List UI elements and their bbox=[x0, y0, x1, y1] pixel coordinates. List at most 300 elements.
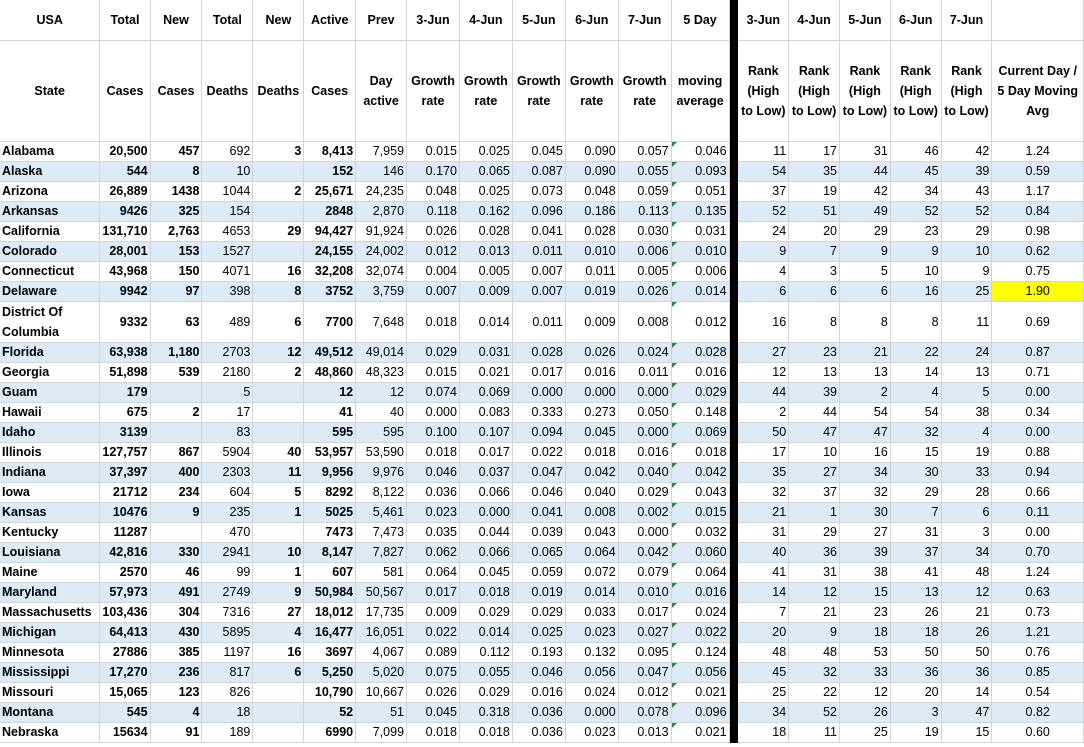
cell-rank-5jun: 49 bbox=[840, 201, 891, 221]
header-total-cases: Cases bbox=[100, 40, 150, 141]
cell-new-deaths bbox=[253, 702, 304, 722]
cell-new-deaths bbox=[253, 682, 304, 702]
cell-growth-4jun: 0.031 bbox=[459, 342, 512, 362]
cell-growth-7jun: 0.057 bbox=[618, 141, 671, 161]
cell-rank-7jun: 12 bbox=[941, 582, 992, 602]
column-divider bbox=[729, 161, 738, 181]
cell-state: Mississippi bbox=[0, 662, 100, 682]
column-divider bbox=[729, 40, 738, 141]
cell-rank-3jun: 14 bbox=[738, 582, 789, 602]
cell-growth-7jun: 0.113 bbox=[618, 201, 671, 221]
cell-rank-7jun: 33 bbox=[941, 462, 992, 482]
cell-current-vs-avg: 0.75 bbox=[992, 261, 1084, 281]
cell-growth-3jun: 0.029 bbox=[407, 342, 460, 362]
cell-prev-day-active: 7,959 bbox=[356, 141, 407, 161]
cell-new-cases: 2,763 bbox=[150, 221, 202, 241]
cell-growth-5jun: 0.016 bbox=[512, 682, 565, 702]
column-divider bbox=[729, 582, 738, 602]
cell-growth-5jun: 0.193 bbox=[512, 642, 565, 662]
table-row bbox=[0, 682, 1084, 702]
cell-prev-day-active: 48,323 bbox=[356, 362, 407, 382]
cell-current-vs-avg: 0.98 bbox=[992, 221, 1084, 241]
cell-growth-7jun: 0.008 bbox=[618, 301, 671, 342]
cell-rank-4jun: 20 bbox=[789, 221, 840, 241]
cell-growth-7jun: 0.055 bbox=[618, 161, 671, 181]
cell-growth-6jun: 0.019 bbox=[565, 281, 618, 301]
cell-prev-day-active: 9,976 bbox=[356, 462, 407, 482]
table-row bbox=[0, 362, 1084, 382]
header-growth-6jun: Growth rate bbox=[565, 40, 618, 141]
cell-growth-4jun: 0.018 bbox=[459, 582, 512, 602]
cell-state: Arizona bbox=[0, 181, 100, 201]
column-divider bbox=[729, 201, 738, 221]
cell-rank-7jun: 5 bbox=[941, 382, 992, 402]
cell-growth-3jun: 0.048 bbox=[407, 181, 460, 201]
cell-current-vs-avg: 0.00 bbox=[992, 522, 1084, 542]
cell-prev-day-active: 7,648 bbox=[356, 301, 407, 342]
cell-total-cases: 545 bbox=[100, 702, 150, 722]
cell-growth-4jun: 0.066 bbox=[459, 542, 512, 562]
cell-rank-3jun: 34 bbox=[738, 702, 789, 722]
cell-rank-3jun: 40 bbox=[738, 542, 789, 562]
cell-new-deaths: 8 bbox=[253, 281, 304, 301]
cell-total-deaths: 83 bbox=[202, 422, 253, 442]
cell-state: Connecticut bbox=[0, 261, 100, 281]
cell-growth-6jun: 0.024 bbox=[565, 682, 618, 702]
cell-growth-5jun: 0.046 bbox=[512, 482, 565, 502]
cell-active-cases: 50,984 bbox=[304, 582, 356, 602]
cell-new-deaths: 6 bbox=[253, 662, 304, 682]
cell-growth-6jun: 0.064 bbox=[565, 542, 618, 562]
cell-rank-7jun: 19 bbox=[941, 442, 992, 462]
cell-rank-3jun: 50 bbox=[738, 422, 789, 442]
cell-total-deaths: 1527 bbox=[202, 241, 253, 261]
cell-rank-3jun: 48 bbox=[738, 642, 789, 662]
column-divider bbox=[729, 622, 738, 642]
cell-new-deaths bbox=[253, 722, 304, 742]
header-prev-day-active: Day active bbox=[356, 40, 407, 141]
cell-current-vs-avg: 0.11 bbox=[992, 502, 1084, 522]
cell-rank-5jun: 34 bbox=[840, 462, 891, 482]
cell-rank-4jun: 47 bbox=[789, 422, 840, 442]
cell-growth-4jun: 0.021 bbox=[459, 362, 512, 382]
cell-total-deaths: 18 bbox=[202, 702, 253, 722]
cell-moving-average: 0.021 bbox=[671, 682, 729, 702]
cell-rank-4jun: 9 bbox=[789, 622, 840, 642]
cell-growth-5jun: 0.028 bbox=[512, 342, 565, 362]
cell-new-deaths: 2 bbox=[253, 181, 304, 201]
cell-prev-day-active: 50,567 bbox=[356, 582, 407, 602]
cell-state: Illinois bbox=[0, 442, 100, 462]
cell-total-cases: 179 bbox=[100, 382, 150, 402]
cell-growth-6jun: 0.011 bbox=[565, 261, 618, 281]
cell-new-deaths: 40 bbox=[253, 442, 304, 462]
cell-total-cases: 63,938 bbox=[100, 342, 150, 362]
cell-rank-3jun: 44 bbox=[738, 382, 789, 402]
cell-new-cases: 234 bbox=[150, 482, 202, 502]
cell-rank-5jun: 44 bbox=[840, 161, 891, 181]
cell-growth-5jun: 0.007 bbox=[512, 281, 565, 301]
cell-total-deaths: 4653 bbox=[202, 221, 253, 241]
cell-rank-3jun: 18 bbox=[738, 722, 789, 742]
cell-growth-6jun: 0.008 bbox=[565, 502, 618, 522]
header-rank-7jun: 7-Jun bbox=[941, 0, 992, 40]
cell-rank-6jun: 46 bbox=[890, 141, 941, 161]
table-row bbox=[0, 722, 1084, 742]
cell-growth-6jun: 0.042 bbox=[565, 462, 618, 482]
cell-rank-7jun: 25 bbox=[941, 281, 992, 301]
cell-rank-7jun: 28 bbox=[941, 482, 992, 502]
cell-rank-3jun: 4 bbox=[738, 261, 789, 281]
column-divider bbox=[729, 482, 738, 502]
cell-state: Colorado bbox=[0, 241, 100, 261]
cell-rank-5jun: 32 bbox=[840, 482, 891, 502]
cell-new-deaths: 4 bbox=[253, 622, 304, 642]
cell-moving-average: 0.135 bbox=[671, 201, 729, 221]
cell-active-cases: 24,155 bbox=[304, 241, 356, 261]
cell-current-vs-avg: 1.24 bbox=[992, 562, 1084, 582]
cell-rank-3jun: 32 bbox=[738, 482, 789, 502]
cell-growth-3jun: 0.062 bbox=[407, 542, 460, 562]
cell-rank-5jun: 13 bbox=[840, 362, 891, 382]
cell-growth-7jun: 0.013 bbox=[618, 722, 671, 742]
cell-active-cases: 152 bbox=[304, 161, 356, 181]
cell-current-vs-avg: 0.87 bbox=[992, 342, 1084, 362]
cell-growth-6jun: 0.040 bbox=[565, 482, 618, 502]
cell-rank-3jun: 9 bbox=[738, 241, 789, 261]
cell-growth-3jun: 0.017 bbox=[407, 582, 460, 602]
cell-new-cases: 8 bbox=[150, 161, 202, 181]
cell-growth-3jun: 0.064 bbox=[407, 562, 460, 582]
cell-growth-3jun: 0.018 bbox=[407, 301, 460, 342]
header-moving-average: 5 Day bbox=[671, 0, 729, 40]
cell-growth-3jun: 0.012 bbox=[407, 241, 460, 261]
cell-total-cases: 544 bbox=[100, 161, 150, 181]
table-row bbox=[0, 502, 1084, 522]
cell-total-cases: 2570 bbox=[100, 562, 150, 582]
cell-growth-3jun: 0.026 bbox=[407, 221, 460, 241]
cell-growth-3jun: 0.035 bbox=[407, 522, 460, 542]
cell-rank-7jun: 14 bbox=[941, 682, 992, 702]
table-row bbox=[0, 522, 1084, 542]
cell-rank-5jun: 21 bbox=[840, 342, 891, 362]
cell-new-cases: 9 bbox=[150, 502, 202, 522]
cell-current-vs-avg: 1.17 bbox=[992, 181, 1084, 201]
column-divider bbox=[729, 342, 738, 362]
cell-prev-day-active: 5,020 bbox=[356, 662, 407, 682]
cell-total-deaths: 1197 bbox=[202, 642, 253, 662]
cell-total-deaths: 10 bbox=[202, 161, 253, 181]
cell-new-cases: 491 bbox=[150, 582, 202, 602]
cell-growth-4jun: 0.044 bbox=[459, 522, 512, 542]
cell-total-cases: 10476 bbox=[100, 502, 150, 522]
cell-state: Maine bbox=[0, 562, 100, 582]
cell-prev-day-active: 7,099 bbox=[356, 722, 407, 742]
cell-total-cases: 64,413 bbox=[100, 622, 150, 642]
cell-prev-day-active: 10,667 bbox=[356, 682, 407, 702]
cell-growth-4jun: 0.045 bbox=[459, 562, 512, 582]
header-total-deaths: Deaths bbox=[202, 40, 253, 141]
cell-rank-4jun: 51 bbox=[789, 201, 840, 221]
cell-rank-3jun: 45 bbox=[738, 662, 789, 682]
cell-growth-6jun: 0.033 bbox=[565, 602, 618, 622]
cell-rank-3jun: 11 bbox=[738, 141, 789, 161]
cell-current-vs-avg: 0.62 bbox=[992, 241, 1084, 261]
cell-growth-4jun: 0.162 bbox=[459, 201, 512, 221]
cell-moving-average: 0.028 bbox=[671, 342, 729, 362]
cell-current-vs-avg: 0.76 bbox=[992, 642, 1084, 662]
cell-prev-day-active: 595 bbox=[356, 422, 407, 442]
cell-new-cases: 46 bbox=[150, 562, 202, 582]
cell-active-cases: 41 bbox=[304, 402, 356, 422]
cell-moving-average: 0.010 bbox=[671, 241, 729, 261]
cell-growth-3jun: 0.100 bbox=[407, 422, 460, 442]
header-new-deaths: New bbox=[253, 0, 304, 40]
cell-moving-average: 0.014 bbox=[671, 281, 729, 301]
cell-rank-3jun: 41 bbox=[738, 562, 789, 582]
header-growth-6jun: 6-Jun bbox=[565, 0, 618, 40]
cell-total-deaths: 692 bbox=[202, 141, 253, 161]
cell-new-deaths bbox=[253, 402, 304, 422]
cell-new-deaths: 1 bbox=[253, 502, 304, 522]
column-divider bbox=[729, 702, 738, 722]
cell-new-deaths: 1 bbox=[253, 562, 304, 582]
cell-rank-6jun: 14 bbox=[890, 362, 941, 382]
table-row bbox=[0, 442, 1084, 462]
cell-rank-4jun: 17 bbox=[789, 141, 840, 161]
cell-rank-3jun: 35 bbox=[738, 462, 789, 482]
cell-moving-average: 0.031 bbox=[671, 221, 729, 241]
cell-growth-4jun: 0.055 bbox=[459, 662, 512, 682]
table-row bbox=[0, 241, 1084, 261]
cell-rank-5jun: 23 bbox=[840, 602, 891, 622]
cell-moving-average: 0.124 bbox=[671, 642, 729, 662]
cell-new-deaths: 29 bbox=[253, 221, 304, 241]
header-current-vs-avg bbox=[992, 0, 1084, 40]
cell-growth-3jun: 0.015 bbox=[407, 141, 460, 161]
cell-total-deaths: 2180 bbox=[202, 362, 253, 382]
cell-rank-6jun: 41 bbox=[890, 562, 941, 582]
cell-growth-7jun: 0.006 bbox=[618, 241, 671, 261]
cell-growth-3jun: 0.018 bbox=[407, 442, 460, 462]
cell-growth-7jun: 0.016 bbox=[618, 442, 671, 462]
cell-active-cases: 5025 bbox=[304, 502, 356, 522]
cell-rank-7jun: 9 bbox=[941, 261, 992, 281]
cell-active-cases: 7473 bbox=[304, 522, 356, 542]
column-divider bbox=[729, 281, 738, 301]
cell-total-deaths: 235 bbox=[202, 502, 253, 522]
cell-prev-day-active: 7,473 bbox=[356, 522, 407, 542]
cell-growth-5jun: 0.017 bbox=[512, 362, 565, 382]
cell-active-cases: 53,957 bbox=[304, 442, 356, 462]
cell-moving-average: 0.060 bbox=[671, 542, 729, 562]
cell-growth-6jun: 0.043 bbox=[565, 522, 618, 542]
cell-growth-3jun: 0.046 bbox=[407, 462, 460, 482]
cell-total-deaths: 826 bbox=[202, 682, 253, 702]
cell-current-vs-avg: 0.59 bbox=[992, 161, 1084, 181]
cell-rank-6jun: 32 bbox=[890, 422, 941, 442]
cell-state: Indiana bbox=[0, 462, 100, 482]
cell-growth-3jun: 0.015 bbox=[407, 362, 460, 382]
cell-current-vs-avg: 0.84 bbox=[992, 201, 1084, 221]
cell-growth-7jun: 0.012 bbox=[618, 682, 671, 702]
cell-growth-3jun: 0.009 bbox=[407, 602, 460, 622]
cell-rank-4jun: 19 bbox=[789, 181, 840, 201]
cell-new-cases: 123 bbox=[150, 682, 202, 702]
cell-rank-6jun: 23 bbox=[890, 221, 941, 241]
cell-prev-day-active: 3,759 bbox=[356, 281, 407, 301]
cell-growth-4jun: 0.028 bbox=[459, 221, 512, 241]
cell-rank-5jun: 9 bbox=[840, 241, 891, 261]
cell-growth-6jun: 0.273 bbox=[565, 402, 618, 422]
header-state: USA bbox=[0, 0, 100, 40]
column-divider bbox=[729, 462, 738, 482]
cell-new-deaths: 10 bbox=[253, 542, 304, 562]
cell-state: Iowa bbox=[0, 482, 100, 502]
cell-rank-7jun: 6 bbox=[941, 502, 992, 522]
cell-moving-average: 0.029 bbox=[671, 382, 729, 402]
cell-growth-4jun: 0.014 bbox=[459, 301, 512, 342]
cell-new-cases: 1,180 bbox=[150, 342, 202, 362]
cell-rank-7jun: 39 bbox=[941, 161, 992, 181]
cell-total-deaths: 154 bbox=[202, 201, 253, 221]
table-row bbox=[0, 281, 1084, 301]
cell-growth-4jun: 0.065 bbox=[459, 161, 512, 181]
cell-rank-6jun: 52 bbox=[890, 201, 941, 221]
cell-prev-day-active: 146 bbox=[356, 161, 407, 181]
table-row bbox=[0, 221, 1084, 241]
cell-total-cases: 9332 bbox=[100, 301, 150, 342]
cell-total-cases: 28,001 bbox=[100, 241, 150, 261]
cell-total-cases: 20,500 bbox=[100, 141, 150, 161]
cell-growth-7jun: 0.000 bbox=[618, 382, 671, 402]
header-new-deaths: Deaths bbox=[253, 40, 304, 141]
cell-current-vs-avg: 0.60 bbox=[992, 722, 1084, 742]
cell-active-cases: 3697 bbox=[304, 642, 356, 662]
column-divider bbox=[729, 141, 738, 161]
cell-rank-3jun: 21 bbox=[738, 502, 789, 522]
cell-growth-5jun: 0.019 bbox=[512, 582, 565, 602]
cell-state: Michigan bbox=[0, 622, 100, 642]
cell-growth-7jun: 0.050 bbox=[618, 402, 671, 422]
cell-growth-3jun: 0.018 bbox=[407, 722, 460, 742]
cell-moving-average: 0.022 bbox=[671, 622, 729, 642]
cell-rank-5jun: 31 bbox=[840, 141, 891, 161]
cell-total-cases: 37,397 bbox=[100, 462, 150, 482]
cell-new-cases: 1438 bbox=[150, 181, 202, 201]
column-divider bbox=[729, 642, 738, 662]
cell-current-vs-avg: 0.63 bbox=[992, 582, 1084, 602]
cell-growth-3jun: 0.074 bbox=[407, 382, 460, 402]
cell-growth-7jun: 0.047 bbox=[618, 662, 671, 682]
cell-rank-3jun: 16 bbox=[738, 301, 789, 342]
cell-prev-day-active: 40 bbox=[356, 402, 407, 422]
cell-total-deaths: 5904 bbox=[202, 442, 253, 462]
cell-new-deaths bbox=[253, 201, 304, 221]
cell-growth-5jun: 0.047 bbox=[512, 462, 565, 482]
cell-new-cases: 91 bbox=[150, 722, 202, 742]
cell-active-cases: 595 bbox=[304, 422, 356, 442]
cell-prev-day-active: 24,235 bbox=[356, 181, 407, 201]
cell-current-vs-avg: 0.69 bbox=[992, 301, 1084, 342]
column-divider bbox=[729, 362, 738, 382]
cell-active-cases: 48,860 bbox=[304, 362, 356, 382]
cell-growth-4jun: 0.107 bbox=[459, 422, 512, 442]
cell-active-cases: 10,790 bbox=[304, 682, 356, 702]
cell-total-cases: 127,757 bbox=[100, 442, 150, 462]
cell-growth-7jun: 0.027 bbox=[618, 622, 671, 642]
cell-growth-4jun: 0.005 bbox=[459, 261, 512, 281]
table-row bbox=[0, 422, 1084, 442]
cell-growth-4jun: 0.066 bbox=[459, 482, 512, 502]
cell-state: Delaware bbox=[0, 281, 100, 301]
cell-rank-5jun: 8 bbox=[840, 301, 891, 342]
cell-rank-5jun: 53 bbox=[840, 642, 891, 662]
cell-growth-7jun: 0.000 bbox=[618, 422, 671, 442]
cell-rank-3jun: 20 bbox=[738, 622, 789, 642]
cell-moving-average: 0.021 bbox=[671, 722, 729, 742]
table-row bbox=[0, 301, 1084, 342]
cell-growth-7jun: 0.030 bbox=[618, 221, 671, 241]
table-row bbox=[0, 662, 1084, 682]
cell-moving-average: 0.018 bbox=[671, 442, 729, 462]
cell-moving-average: 0.148 bbox=[671, 402, 729, 422]
cell-active-cases: 12 bbox=[304, 382, 356, 402]
cell-rank-4jun: 36 bbox=[789, 542, 840, 562]
cell-rank-4jun: 39 bbox=[789, 382, 840, 402]
header-growth-3jun: 3-Jun bbox=[407, 0, 460, 40]
column-divider bbox=[729, 442, 738, 462]
cell-growth-5jun: 0.011 bbox=[512, 301, 565, 342]
cell-new-cases: 153 bbox=[150, 241, 202, 261]
cell-total-cases: 9426 bbox=[100, 201, 150, 221]
cell-rank-7jun: 15 bbox=[941, 722, 992, 742]
table-row bbox=[0, 402, 1084, 422]
cell-active-cases: 52 bbox=[304, 702, 356, 722]
cell-growth-6jun: 0.009 bbox=[565, 301, 618, 342]
cell-growth-5jun: 0.025 bbox=[512, 622, 565, 642]
cell-prev-day-active: 2,870 bbox=[356, 201, 407, 221]
cell-new-deaths bbox=[253, 382, 304, 402]
cell-total-cases: 131,710 bbox=[100, 221, 150, 241]
cell-total-deaths: 2303 bbox=[202, 462, 253, 482]
cell-state: Nebraska bbox=[0, 722, 100, 742]
cell-rank-4jun: 27 bbox=[789, 462, 840, 482]
header-rank-5jun: 5-Jun bbox=[840, 0, 891, 40]
cell-total-cases: 3139 bbox=[100, 422, 150, 442]
header-new-cases: New bbox=[150, 0, 202, 40]
cell-active-cases: 2848 bbox=[304, 201, 356, 221]
header-new-cases: Cases bbox=[150, 40, 202, 141]
cell-total-deaths: 7316 bbox=[202, 602, 253, 622]
cell-moving-average: 0.015 bbox=[671, 502, 729, 522]
cell-state: Louisiana bbox=[0, 542, 100, 562]
cell-growth-3jun: 0.004 bbox=[407, 261, 460, 281]
cell-growth-5jun: 0.073 bbox=[512, 181, 565, 201]
cell-total-cases: 9942 bbox=[100, 281, 150, 301]
cell-new-cases: 2 bbox=[150, 402, 202, 422]
header-total-cases: Total bbox=[100, 0, 150, 40]
cell-active-cases: 3752 bbox=[304, 281, 356, 301]
cell-state: Montana bbox=[0, 702, 100, 722]
cell-growth-5jun: 0.065 bbox=[512, 542, 565, 562]
header-rank-3jun: 3-Jun bbox=[738, 0, 789, 40]
cell-new-cases: 867 bbox=[150, 442, 202, 462]
cell-growth-6jun: 0.016 bbox=[565, 362, 618, 382]
header-growth-4jun: Growth rate bbox=[459, 40, 512, 141]
cell-growth-7jun: 0.059 bbox=[618, 181, 671, 201]
cell-moving-average: 0.096 bbox=[671, 702, 729, 722]
